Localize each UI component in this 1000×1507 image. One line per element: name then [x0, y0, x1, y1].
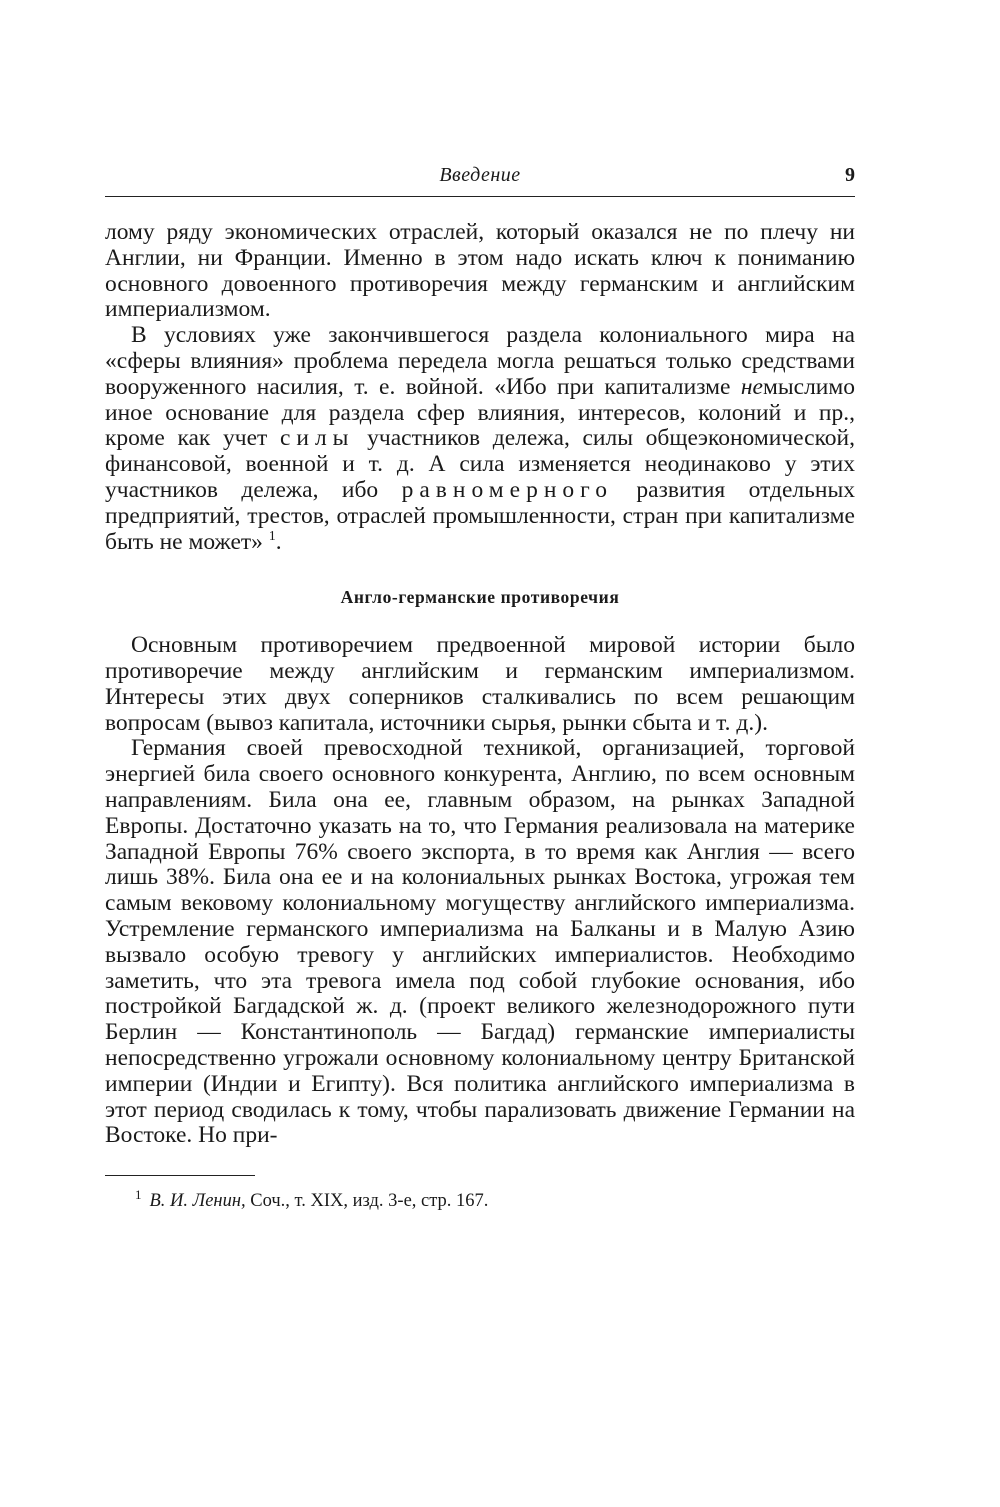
- running-header: [105, 160, 855, 196]
- header-rule: [105, 196, 855, 197]
- footnote-mark: 1: [135, 1186, 142, 1202]
- footnote-text: Соч., т. XIX, изд. 3-е, стр. 167.: [245, 1191, 489, 1212]
- body-text: [105, 220, 855, 1149]
- p2-part1: В условиях уже закончившегося раздела колониального мира на «сферы влияния» проблема передела могла решаться только средствами вооруженного насилия, т. е. войной. «Ибо при капитализме: [105, 322, 855, 400]
- paragraph-4: Германия своей превосходной техникой, организацией, торговой энергией била своего основного конкурента, Англию, по всем основным направлениям. Била она ее, главным образом, на рынках Западной Европы. Достаточно указать на то, что Германия реализовала на материке Западной Европы 76% своего экспорта, в то время как Англия — всего лишь 38%. Била она ее и на колониальных рынках Востока, угрожая тем самым вековому колониальному могуществу английского империализма. Устремление германского империализма на Балканы и в Малую Азию вызвало особую тревогу у английских империалистов. Необходимо заметить, что эта тревога имела под собой глубокие основания, ибо постройкой Багдадской ж. д. (проект великого железнодорожного пути Берлин — Константинополь — Багдад) германские империалисты непосредственно угрожали основному колониальному центру Британской империи (Индии и Египту). Вся политика английского империализма в этот период сводилась к тому, чтобы парализовать движение Германии на Востоке. Но при-: [105, 735, 855, 1149]
- p2-spaced-ravnomernogo: равномерного: [401, 476, 613, 503]
- paragraph-3: Основным противоречием предвоенной мировой истории было противоречие между английским и германским империализмом. Интересы этих двух соперников сталкивались по всем решающим вопросам (вывоз капитала, источники сырья, рынки сбыта и т. д.).: [105, 632, 855, 736]
- p2-part4: развития отдельных предприятий, трестов, отраслей промышленности, стран при капитализме быть не может»: [105, 476, 855, 555]
- footnote: [105, 1186, 855, 1212]
- p2-end: .: [275, 528, 282, 555]
- p2-part2: мыслимо иное основание для раздела сфер влияния, интересов, колоний и пр., кроме как учет: [105, 373, 855, 452]
- p2-part3: участников дележа, силы общеэкономической, финансовой, военной и т. д. А сила изменяется неодинаково у этих участников дележа, ибо: [105, 425, 855, 503]
- page-number: 9: [845, 164, 855, 186]
- footnote-reference: 1: [268, 528, 276, 544]
- running-title: Введение: [439, 164, 521, 186]
- footnote-author: В. И. Ленин,: [149, 1191, 246, 1212]
- p2-spaced-sily: силы: [279, 425, 355, 452]
- section-heading: Англо-германские противоречия: [340, 587, 620, 608]
- footnote-rule: [105, 1175, 255, 1176]
- paragraph-2: [105, 323, 855, 555]
- p2-emph-ne: не: [740, 373, 763, 400]
- paragraph-1: лому ряду экономических отраслей, который оказался не по плечу ни Англии, ни Франции. Именно в этом надо искать ключ к пониманию основного довоенного противоречия между германским и английским империализмом.: [105, 219, 855, 323]
- page: [105, 160, 855, 1212]
